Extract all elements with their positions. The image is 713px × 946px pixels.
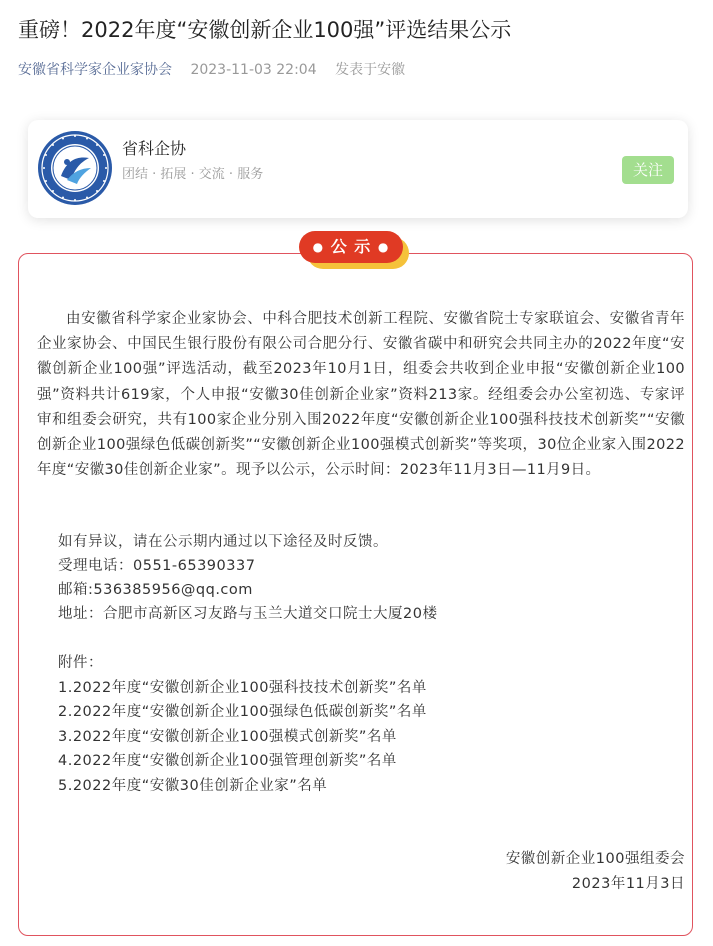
signature: 安徽创新企业100强组委会 <box>505 851 685 867</box>
article-title: 重磅！2022年度“安徽创新企业100强”评选结果公示 <box>18 18 512 42</box>
attachments-label: 附件： <box>58 655 103 671</box>
account-name: 省科企协 <box>122 139 187 158</box>
attachment-item[interactable]: 5.2022年度“安徽30佳创新企业家”名单 <box>58 778 328 794</box>
account-description: 团结 · 拓展 · 交流 · 服务 <box>122 167 264 182</box>
attachment-item[interactable]: 4.2022年度“安徽创新企业100强管理创新奖”名单 <box>58 753 397 769</box>
author-link[interactable]: 安徽省科学家企业家协会 <box>18 62 172 78</box>
sign-date: 2023年11月3日 <box>571 876 685 892</box>
contact-email: 邮箱:536385956@qq.com <box>58 582 253 598</box>
attachment-item[interactable]: 3.2022年度“安徽创新企业100强模式创新奖”名单 <box>58 729 397 745</box>
publish-time: 2023-11-03 22:04 <box>190 62 317 78</box>
notice-tab-label-wrap <box>299 231 403 263</box>
article-meta <box>18 60 405 80</box>
bullet-dot-icon: ● <box>377 240 390 254</box>
contact-address: 地址：合肥市高新区习友路与玉兰大道交口院士大厦20楼 <box>58 606 438 622</box>
contact-phone: 受理电话：0551-65390337 <box>58 558 256 574</box>
account-card[interactable] <box>28 120 688 218</box>
attachment-item[interactable]: 1.2022年度“安徽创新企业100强科技技术创新奖”名单 <box>58 680 427 696</box>
attachment-item[interactable]: 2.2022年度“安徽创新企业100强绿色低碳创新奖”名单 <box>58 704 427 720</box>
contact-intro: 如有异议，请在公示期内通过以下途径及时反馈。 <box>58 534 388 550</box>
bullet-dot-icon: ● <box>312 240 325 254</box>
notice-tab-label: 公 示 <box>330 237 372 256</box>
association-seal-logo <box>37 130 113 206</box>
notice-body: 由安徽省科学家企业家协会、中科合肥技术创新工程院、安徽省院士专家联谊会、安徽省青年企业家协会、中国民生银行股份有限公司合肥分行、安徽省碳中和研究会共同主办的2022年度“安徽创新企业100强”评选活动，截至2023年10月1日，组委会共收到企业申报“安徽创新企业100强”资料共计619家，个人申报“安徽30佳创新企业家”资料213家。经组委会办公室初选、专家评审和组委会研究，共有100家企业分别入围2022年度“安徽创新企业100强科技技术创新奖”“安徽创新企业100强绿色低碳创新奖”“安徽创新企业100强模式创新奖”等奖项，30位企业家入围2022年度“安徽30佳创新企业家”。现予以公示，公示时间：2023年11月3日—11月9日。 <box>37 311 685 479</box>
publish-location: 发表于安徽 <box>335 62 406 78</box>
notice-tab <box>299 227 411 271</box>
follow-button[interactable]: 关注 <box>622 156 674 184</box>
